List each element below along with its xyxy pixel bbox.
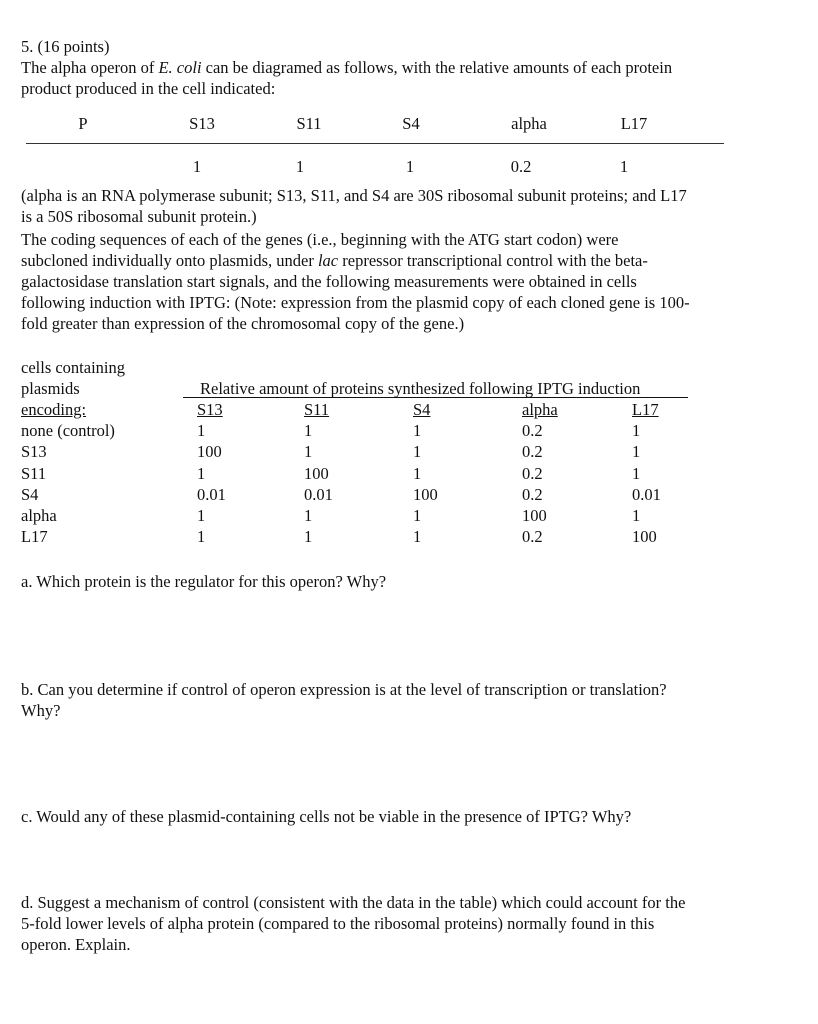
table-cell: 0.2: [522, 484, 543, 504]
column-l17: [632, 420, 661, 548]
gene-label: S13: [189, 114, 215, 133]
intro-line-1-post: can be diagramed as follows, with the relative amounts of each protein: [201, 58, 673, 77]
protein-amount: 1: [619, 157, 629, 176]
table-cell: 1: [413, 421, 422, 440]
lac-italic: lac: [317, 251, 339, 270]
column-s4: [413, 420, 438, 548]
question-c: c. Would any of these plasmid-containing cells not be viable in the presence of IPTG? Why?: [21, 807, 632, 826]
table-cell: 0.01: [304, 484, 333, 504]
table-cell: 0.2: [522, 442, 543, 462]
table-cell: 1: [413, 442, 422, 462]
table-cell: 1: [197, 527, 206, 547]
protein-amount: 1: [405, 157, 415, 176]
description-line: fold greater than expression of the chromosomal copy of the gene.): [21, 314, 465, 333]
row-label: S4: [21, 484, 39, 504]
gene-label: L17: [620, 114, 648, 133]
table-cell: 1: [197, 463, 206, 483]
table-cell: 0.2: [522, 463, 543, 483]
intro-line-1: [21, 57, 672, 78]
table-cell: 0.01: [197, 484, 226, 504]
table-cell: 100: [522, 506, 547, 526]
column-header: alpha: [522, 400, 558, 419]
table-cell: 1: [632, 442, 641, 462]
column-alpha: [522, 420, 547, 548]
protein-amount: 1: [295, 157, 305, 176]
description-line-pre: subcloned individually onto plasmids, under: [21, 251, 318, 270]
question-d-cont: 5-fold lower levels of alpha protein (compared to the ribosomal proteins) normally found in this: [21, 914, 655, 933]
table-cell: 1: [304, 527, 313, 547]
table-cell: 100: [632, 527, 657, 547]
column-header: L17: [632, 400, 659, 419]
protein-amount: 0.2: [510, 157, 532, 176]
table-cell: 1: [632, 421, 641, 440]
column-header: S4: [413, 400, 431, 419]
intro-line-2: product produced in the cell indicated:: [21, 79, 276, 98]
row-label: none (control): [21, 421, 115, 440]
table-cell: 1: [413, 527, 422, 547]
table-cell: 1: [413, 463, 422, 483]
operon-line: [26, 143, 724, 144]
table-cell: 1: [304, 421, 313, 440]
table-cell: 100: [413, 484, 438, 504]
row-header-line: plasmids: [21, 379, 80, 398]
question-d-cont: operon. Explain.: [21, 935, 131, 954]
table-cell: 1: [413, 506, 422, 526]
column-s11: [304, 420, 333, 548]
row-labels: [21, 420, 115, 548]
table-cell: 1: [632, 506, 641, 526]
table-cell: 100: [304, 463, 329, 483]
protein-amount: 1: [192, 157, 202, 176]
organism-name: E. coli: [158, 58, 202, 77]
description-line: following induction with IPTG: (Note: expression from the plasmid copy of each cloned gene is 100-: [21, 293, 690, 312]
table-cell: 1: [304, 442, 313, 462]
table-cell: 1: [632, 463, 641, 483]
question-b-cont: Why?: [21, 701, 61, 720]
gene-label: S11: [296, 114, 322, 133]
table-cell: 100: [197, 442, 222, 462]
description-line: [21, 250, 648, 271]
intro-line-1-pre: The alpha operon of: [21, 58, 159, 77]
column-header: S11: [304, 400, 330, 419]
row-label: L17: [21, 527, 48, 547]
question-d: d. Suggest a mechanism of control (consistent with the data in the table) which could account for the: [21, 893, 686, 912]
column-s13: [197, 420, 226, 548]
table-cell: 0.01: [632, 484, 661, 504]
row-label: S11: [21, 463, 47, 483]
table-cell: 1: [304, 506, 313, 526]
row-header-line: encoding:: [21, 400, 87, 419]
question-b: b. Can you determine if control of operon expression is at the level of transcription or translation?: [21, 680, 667, 699]
gene-label: P: [78, 114, 88, 133]
table-header-rule: [183, 397, 688, 398]
table-cell: 1: [197, 421, 206, 440]
question-a: a. Which protein is the regulator for this operon? Why?: [21, 572, 387, 591]
table-cell: 1: [197, 506, 206, 526]
row-header-line: cells containing: [21, 358, 126, 377]
table-cell: 0.2: [522, 421, 543, 440]
gene-label: S4: [402, 114, 420, 133]
description-line-post: repressor transcriptional control with the beta-: [338, 251, 648, 270]
description-line: is a 50S ribosomal subunit protein.): [21, 207, 257, 226]
table-group-header: Relative amount of proteins synthesized following IPTG induction: [200, 379, 641, 398]
row-label: S13: [21, 442, 47, 462]
column-header: S13: [197, 400, 223, 419]
question-number: 5. (16 points): [21, 37, 110, 56]
description-line: galactosidase translation start signals, and the following measurements were obtained in cells: [21, 272, 637, 291]
table-cell: 0.2: [522, 527, 543, 547]
description-line: (alpha is an RNA polymerase subunit; S13, S11, and S4 are 30S ribosomal subunit proteins; and L17: [21, 186, 687, 205]
description-line: The coding sequences of each of the genes (i.e., beginning with the ATG start codon) were: [21, 230, 619, 249]
gene-label: alpha: [511, 114, 547, 133]
row-label: alpha: [21, 506, 57, 526]
